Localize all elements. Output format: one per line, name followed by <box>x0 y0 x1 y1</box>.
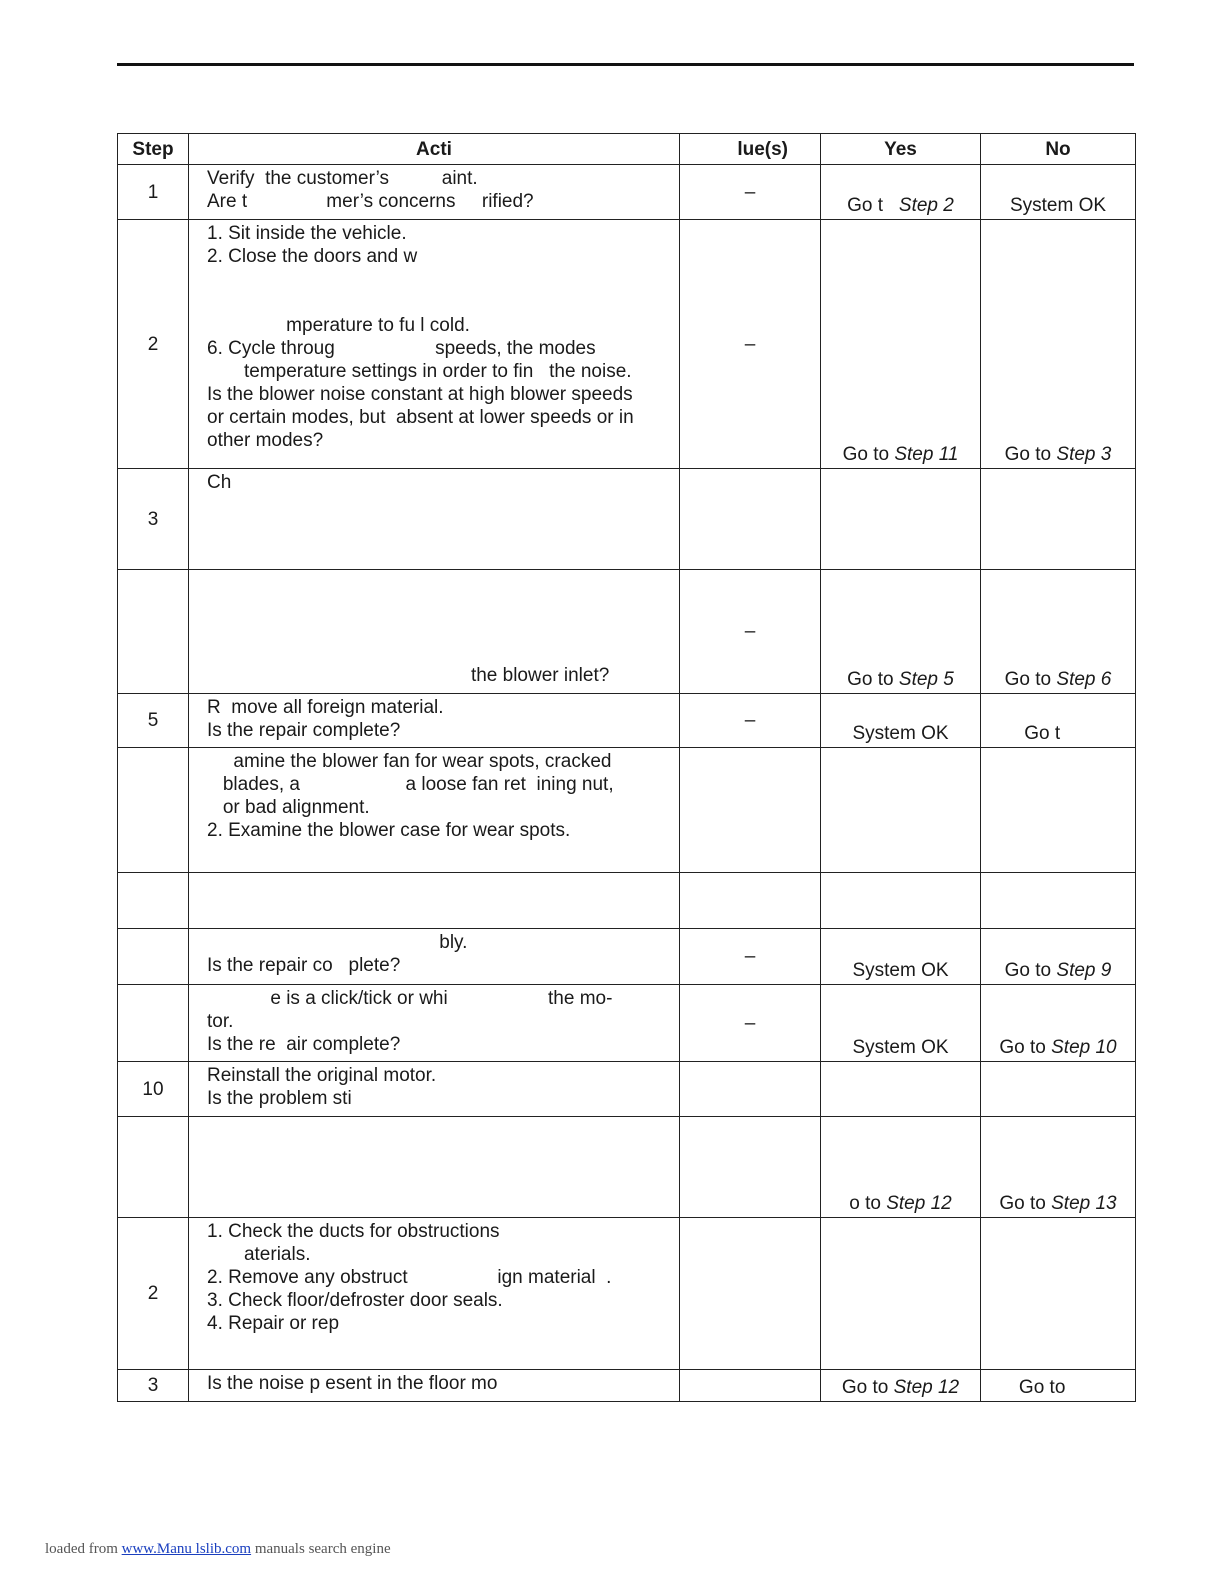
action-line: Is the noise p esent in the floor mo <box>207 1373 498 1394</box>
action-line: Reinstall the original motor. <box>207 1065 437 1086</box>
table-row <box>118 748 1136 873</box>
action-line: bly. <box>207 932 468 953</box>
action-line: e is a click/tick or whi the mo- <box>207 988 613 1009</box>
table-row <box>118 469 1136 570</box>
table-row <box>118 985 1136 1062</box>
action-line: 4. Repair or rep <box>207 1313 340 1334</box>
footer-prefix: loaded from <box>45 1541 122 1557</box>
action-line: or bad alignment. <box>207 797 370 818</box>
action-cell <box>189 1218 680 1370</box>
no-cell <box>981 220 1136 469</box>
no-cell <box>981 985 1136 1062</box>
no-cell <box>981 165 1136 220</box>
step-number: 5 <box>118 694 189 748</box>
action-line <box>207 1165 669 1188</box>
yes-cell <box>821 469 981 570</box>
no-text: Go to <box>1004 960 1057 981</box>
no-step-ref: Step 13 <box>1051 1193 1117 1214</box>
action-line <box>207 268 669 291</box>
yes-text: System OK <box>852 723 949 744</box>
value-cell: – <box>680 929 821 985</box>
step-number: 2 <box>118 1218 189 1370</box>
yes-step-ref: Step 12 <box>886 1193 952 1214</box>
value-cell <box>680 469 821 570</box>
step-number: 10 <box>118 1062 189 1117</box>
action-line <box>207 842 669 865</box>
action-cell <box>189 694 680 748</box>
header-yes: Yes <box>821 134 981 165</box>
action-line: Is the problem sti <box>207 1088 352 1109</box>
action-line: Verify the customer’s aint. <box>207 168 478 189</box>
header-rule <box>117 63 1134 66</box>
no-cell <box>981 929 1136 985</box>
step-number <box>118 748 189 873</box>
no-text: Go to <box>999 1037 1052 1058</box>
table-row <box>118 929 1136 985</box>
action-line: the blower inlet? <box>207 665 610 686</box>
action-line: Are t mer’s concerns rified? <box>207 191 534 212</box>
no-cell <box>981 570 1136 694</box>
table-row <box>118 165 1136 220</box>
action-line: Is the blower noise constant at high blower speeds <box>207 384 633 405</box>
no-cell <box>981 748 1136 873</box>
action-line: 3. Check floor/defroster door seals. <box>207 1290 503 1311</box>
table-row <box>118 1370 1136 1402</box>
action-line: aterials. <box>207 1244 311 1265</box>
value-cell <box>680 873 821 929</box>
yes-text: Go to <box>842 444 895 465</box>
action-line: 1. Check the ducts for obstructions <box>207 1221 500 1242</box>
footer-source <box>45 1541 391 1558</box>
yes-cell <box>821 1370 981 1402</box>
action-line <box>207 1335 669 1358</box>
yes-text: System OK <box>852 960 949 981</box>
value-cell: – <box>680 985 821 1062</box>
no-step-ref: Step 10 <box>1051 1037 1117 1058</box>
value-cell: – <box>680 165 821 220</box>
yes-cell <box>821 1062 981 1117</box>
action-cell <box>189 1062 680 1117</box>
action-line: 6. Cycle throug speeds, the modes <box>207 338 596 359</box>
action-line: tor. <box>207 1011 234 1032</box>
header-no: No <box>981 134 1136 165</box>
no-cell <box>981 694 1136 748</box>
no-cell <box>981 1062 1136 1117</box>
value-cell <box>680 748 821 873</box>
value-cell <box>680 1062 821 1117</box>
yes-cell <box>821 985 981 1062</box>
action-line: Is the repair complete? <box>207 720 401 741</box>
header-action: Acti <box>189 134 680 165</box>
table-row <box>118 570 1136 694</box>
step-number: 2 <box>118 220 189 469</box>
table-row <box>118 873 1136 929</box>
no-step-ref: Step 9 <box>1056 960 1112 981</box>
action-line <box>207 618 669 641</box>
yes-cell <box>821 165 981 220</box>
table-header-row <box>118 134 1136 165</box>
no-text: Go to <box>1018 1377 1098 1398</box>
yes-text: Go to <box>841 1377 894 1398</box>
no-step-ref: Step 6 <box>1056 669 1112 690</box>
table-row <box>118 1218 1136 1370</box>
action-cell <box>189 469 680 570</box>
step-number <box>118 570 189 694</box>
action-cell <box>189 748 680 873</box>
action-line <box>207 641 669 664</box>
action-line <box>207 291 669 314</box>
action-cell <box>189 570 680 694</box>
value-cell: – <box>680 220 821 469</box>
value-cell <box>680 1117 821 1218</box>
yes-step-ref: Step 5 <box>898 669 954 690</box>
no-text: Go to <box>999 1193 1052 1214</box>
yes-text: Go to <box>847 669 899 690</box>
action-line: amine the blower fan for wear spots, cracked <box>207 751 612 772</box>
yes-text: Go t <box>847 195 899 216</box>
action-line: 2. Examine the blower case for wear spots. <box>207 820 571 841</box>
value-cell <box>680 1370 821 1402</box>
footer-link[interactable]: www.Manu lslib.com <box>121 1541 252 1557</box>
action-line <box>207 572 669 595</box>
table-row <box>118 694 1136 748</box>
action-line <box>207 875 669 898</box>
step-number <box>118 985 189 1062</box>
header-step: Step <box>118 134 189 165</box>
action-line: 2. Close the doors and w <box>207 246 418 267</box>
yes-cell <box>821 694 981 748</box>
no-cell <box>981 469 1136 570</box>
yes-step-ref: Step 11 <box>894 444 959 465</box>
value-cell: – <box>680 570 821 694</box>
action-line: or certain modes, but absent at lower speeds or in <box>207 407 634 428</box>
yes-step-ref: Step 2 <box>898 195 954 216</box>
action-cell <box>189 165 680 220</box>
action-line: 1. Sit inside the vehicle. <box>207 223 407 244</box>
step-number: 1 <box>118 165 189 220</box>
action-line: other modes? <box>207 430 324 451</box>
action-cell <box>189 929 680 985</box>
step-number: 3 <box>118 469 189 570</box>
action-line: Ch <box>207 472 232 493</box>
action-line: mperature to fu l cold. <box>207 315 470 336</box>
yes-text: System OK <box>852 1037 949 1058</box>
action-line: blades, a a loose fan ret ining nut, <box>207 774 614 795</box>
step-number <box>118 873 189 929</box>
no-cell <box>981 873 1136 929</box>
yes-cell <box>821 1218 981 1370</box>
action-cell <box>189 985 680 1062</box>
yes-cell <box>821 1117 981 1218</box>
step-number <box>118 1117 189 1218</box>
no-text: Go t <box>1024 723 1092 744</box>
no-cell <box>981 1218 1136 1370</box>
step-number <box>118 929 189 985</box>
no-step-ref: Step 3 <box>1056 444 1112 465</box>
action-line <box>207 1119 669 1142</box>
yes-cell <box>821 873 981 929</box>
no-cell <box>981 1370 1136 1402</box>
step-number: 3 <box>118 1370 189 1402</box>
action-cell <box>189 1117 680 1218</box>
action-line: 2. Remove any obstruct ign material . <box>207 1267 612 1288</box>
action-line <box>207 595 669 618</box>
action-cell <box>189 220 680 469</box>
no-text: System OK <box>1009 195 1107 216</box>
value-cell <box>680 1218 821 1370</box>
no-cell <box>981 1117 1136 1218</box>
table-row <box>118 1062 1136 1117</box>
no-text: Go to <box>1004 444 1057 465</box>
action-line: Is the repair co plete? <box>207 955 401 976</box>
table-row <box>118 220 1136 469</box>
action-line: Is the re air complete? <box>207 1034 401 1055</box>
yes-cell <box>821 570 981 694</box>
yes-cell <box>821 748 981 873</box>
action-line <box>207 1142 669 1165</box>
yes-cell <box>821 929 981 985</box>
yes-step-ref: Step 12 <box>893 1377 960 1398</box>
value-cell: – <box>680 694 821 748</box>
diagnostic-table <box>117 133 1136 1402</box>
action-cell <box>189 873 680 929</box>
action-line: temperature settings in order to fin the noise. <box>207 361 632 382</box>
action-line: R move all foreign material. <box>207 697 444 718</box>
yes-text: o to <box>849 1193 887 1214</box>
table-row <box>118 1117 1136 1218</box>
no-text: Go to <box>1004 669 1057 690</box>
footer-suffix: manuals search engine <box>251 1541 391 1557</box>
header-values: lue(s) <box>680 134 821 165</box>
yes-cell <box>821 220 981 469</box>
action-cell <box>189 1370 680 1402</box>
